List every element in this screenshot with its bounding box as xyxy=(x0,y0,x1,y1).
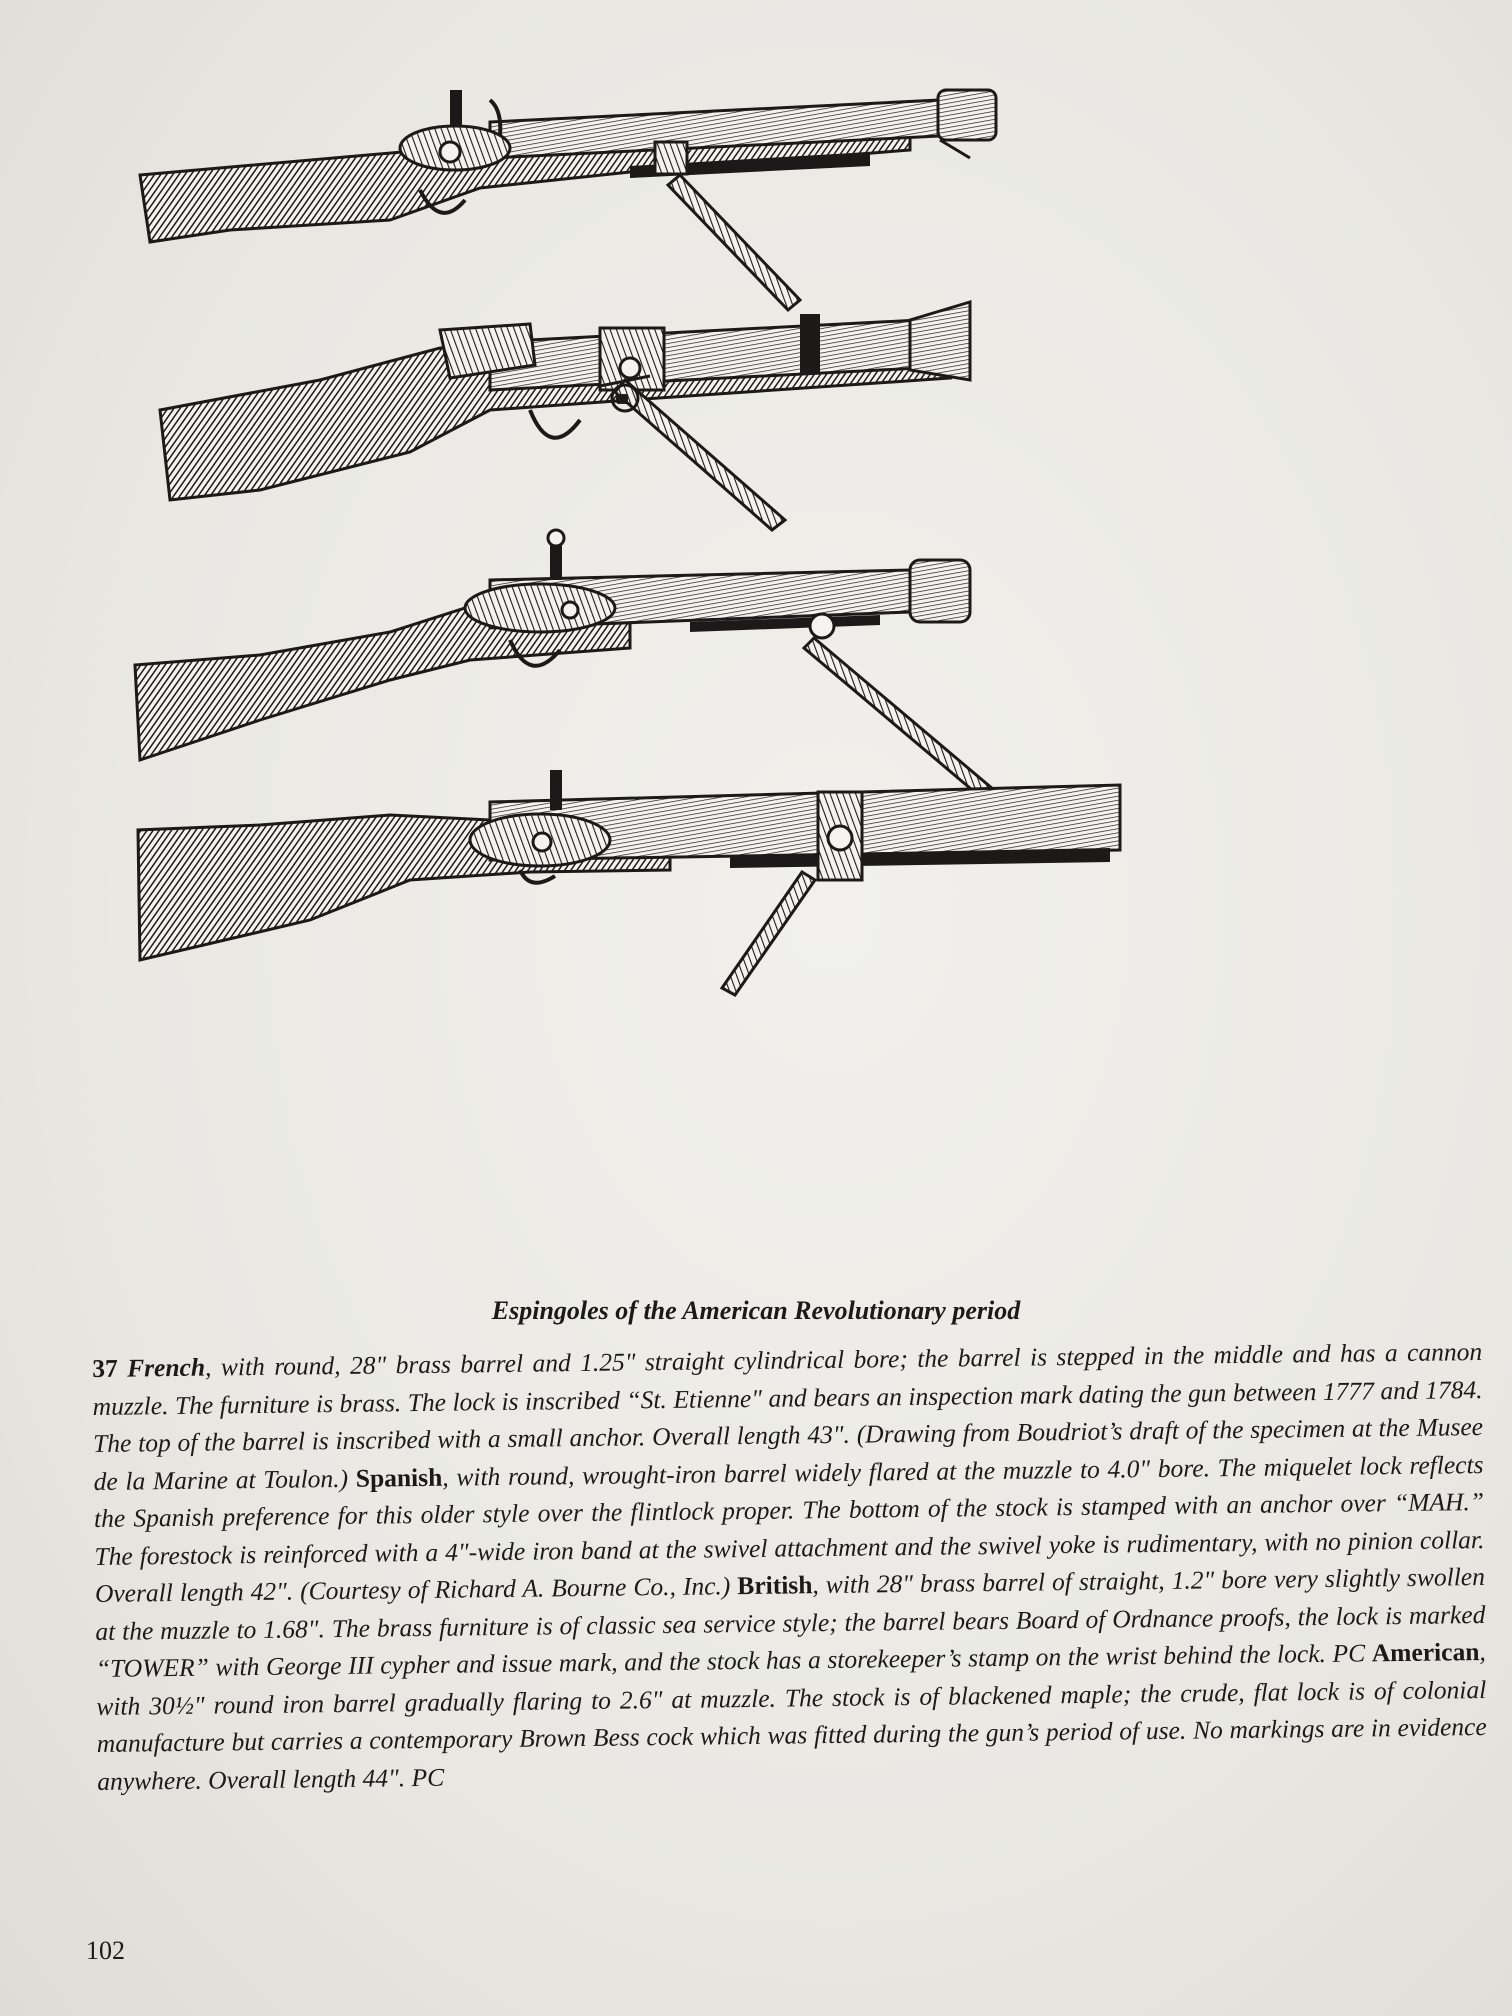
french-description: , with round, 28" brass barrel and 1.25" straight cylindrical bore; the barrel is stepped in the middle and has a cannon muzzle. The furniture is brass. The lock is inscribed “St. Etienne" and bears an inspection mark dating the gun between 1777 and 1784. The top of the barrel is inscribed with a small anchor. Overall length 43". (Drawing from Boudriot’s draft of the specimen at the Musee de la Marine at Toulon.) xyxy=(92,1337,1484,1496)
spanish-description: , with round, wrought-iron barrel widely flared at the muzzle to 4.0" bore. The miquelet lock reflects the Spanish preference for this older style over the flintlock proper. The bottom of the stock is stamped with an anchor over “MAH.” The forestock is reinforced with a 4"-wide iron band at the swivel attachment and the swivel yoke is rudimentary, with no pinion collar. Overall length 42". (Courtesy of Richard A. Bourne Co., Inc.) xyxy=(93,1449,1485,1608)
french-label: French xyxy=(126,1352,206,1383)
page-number: 102 xyxy=(86,1936,125,1965)
american-espingole-drawing xyxy=(138,770,1120,995)
american-label: American xyxy=(1371,1637,1480,1668)
british-description: , with 28" brass barrel of straight, 1.2" bore very slightly swollen at the muzzle to 1.68". The brass furniture is of classic sea service style; the barrel bears Board of Ordnance proofs, the lock is marked “TOWER” with George III cypher and issue mark, and the stock has a storekeeper’s stamp on the wrist behind the lock. PC xyxy=(95,1562,1486,1683)
figure-description xyxy=(92,1333,1487,1800)
british-label: British xyxy=(737,1570,813,1601)
french-espingole-drawing xyxy=(140,90,996,310)
figure-number: 37 xyxy=(92,1353,118,1383)
american-description: , with 30½" round iron barrel gradually flaring to 2.6" at muzzle. The stock is of blackened maple; the crude, flat lock is of colonial manufacture but carries a contemporary Brown Bess cock which was fitted during the gun’s period of use. No markings are in evidence anywhere. Overall length 44". PC xyxy=(96,1636,1487,1796)
spanish-espingole-drawing xyxy=(160,302,970,530)
british-espingole-drawing xyxy=(135,530,1000,805)
spanish-label: Spanish xyxy=(355,1462,443,1493)
figure-caption: Espingoles of the American Revolutionary period xyxy=(491,1296,1021,1325)
espingoles-plate xyxy=(110,80,1380,1280)
